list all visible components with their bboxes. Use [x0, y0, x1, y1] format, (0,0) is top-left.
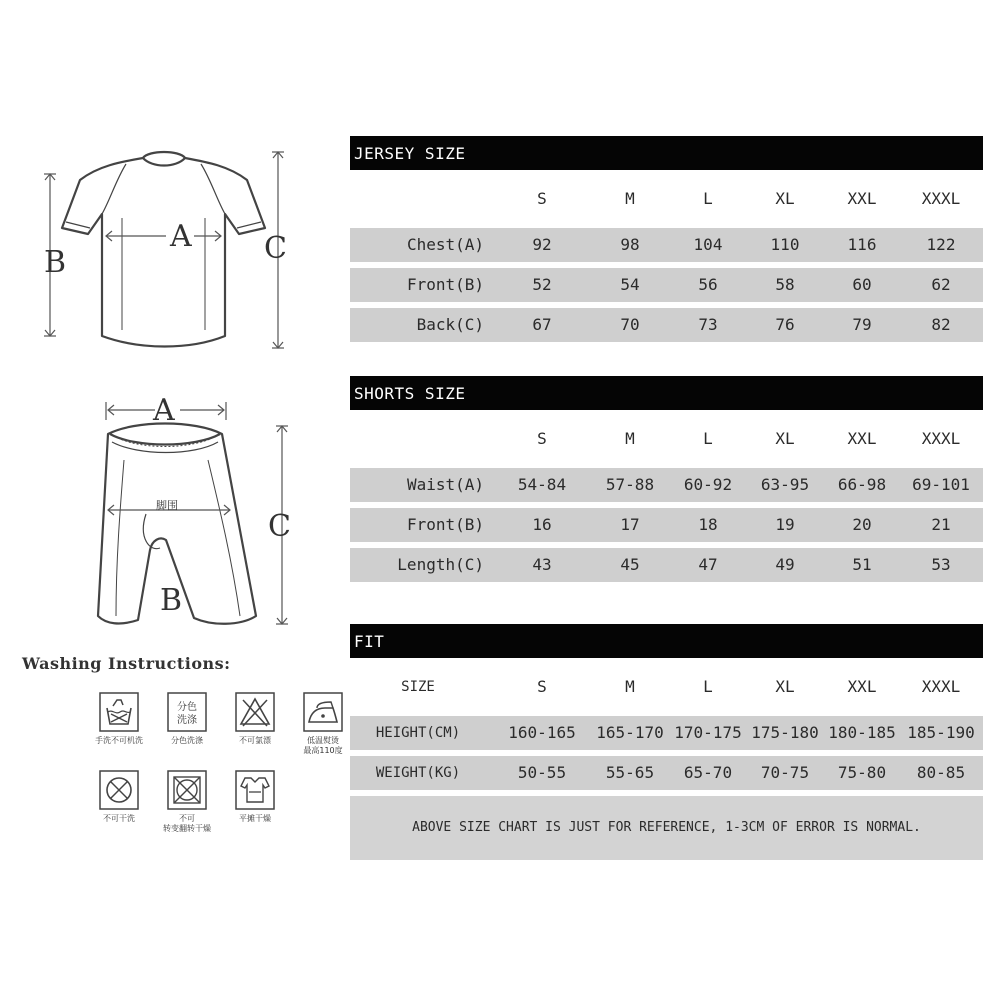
table-cell: 55-65 — [605, 763, 655, 782]
size-header: S — [537, 429, 547, 448]
size-label: SIZE — [401, 679, 435, 695]
table-cell: 104 — [693, 235, 723, 254]
table-cell: 58 — [775, 275, 795, 294]
table-cell: 53 — [931, 555, 951, 574]
wash-item — [156, 770, 218, 834]
wash-caption: 手洗不可机洗 — [95, 736, 143, 745]
no-dry-clean-icon — [99, 770, 139, 810]
table-cell: 82 — [931, 315, 951, 334]
table-cell: 57-88 — [605, 475, 655, 494]
reference-note-row — [350, 796, 983, 860]
table-cell: 51 — [852, 555, 872, 574]
table-cell: 50-55 — [517, 763, 567, 782]
table-cell: 21 — [931, 515, 951, 534]
separate-wash-text-1: 分色 — [177, 702, 197, 713]
size-header: L — [703, 429, 713, 448]
table-cell: 43 — [532, 555, 552, 574]
table-cell: 92 — [532, 235, 552, 254]
size-header: M — [625, 677, 635, 696]
separate-wash-icon — [167, 692, 207, 732]
row-label: Back(C) — [416, 315, 484, 334]
size-header: L — [703, 189, 713, 208]
jersey-label-b: B — [44, 245, 67, 280]
table-cell: 20 — [852, 515, 872, 534]
wash-caption: 最高110度 — [303, 746, 343, 755]
table-cell: 18 — [698, 515, 718, 534]
hand-wash-icon — [99, 692, 139, 732]
table-cell: 70 — [620, 315, 640, 334]
size-header: L — [703, 677, 713, 696]
jersey-label-a: A — [170, 219, 192, 254]
table-cell: 79 — [852, 315, 872, 334]
wash-caption: 不可氯漂 — [239, 736, 271, 745]
table-row — [350, 508, 983, 542]
no-bleach-icon — [235, 692, 275, 732]
wash-item — [88, 692, 150, 746]
table-cell: 47 — [698, 555, 718, 574]
size-header: M — [625, 189, 635, 208]
row-label: Front(B) — [406, 515, 484, 534]
wash-item — [224, 770, 286, 824]
table-cell: 45 — [620, 555, 640, 574]
wash-item — [156, 692, 218, 746]
table-cell: 170-175 — [674, 723, 742, 742]
table-row — [350, 468, 983, 502]
table-cell: 69-101 — [912, 475, 970, 494]
shorts-inner-label: 脚围 — [156, 499, 178, 512]
wash-caption: 不可 — [179, 814, 195, 823]
jersey-size-table — [350, 136, 983, 342]
fit-table — [350, 624, 983, 860]
size-header-row — [350, 176, 983, 222]
table-row — [350, 716, 983, 750]
table-row — [350, 268, 983, 302]
size-header-row — [350, 416, 983, 462]
shorts-size-table — [350, 376, 983, 582]
jersey-diagram — [30, 140, 310, 365]
table-cell: 60-92 — [683, 475, 733, 494]
table-cell: 67 — [532, 315, 552, 334]
wash-caption: 平摊干燥 — [239, 814, 271, 823]
table-cell: 49 — [775, 555, 795, 574]
wash-item — [224, 692, 286, 746]
jersey-label-c: C — [264, 231, 287, 266]
row-label: Chest(A) — [406, 235, 484, 254]
table-cell: 185-190 — [907, 723, 975, 742]
fit-title: FIT — [350, 624, 983, 658]
table-cell: 76 — [775, 315, 795, 334]
shorts-label-c: C — [268, 509, 291, 544]
wash-item — [88, 770, 150, 824]
row-label: HEIGHT(CM) — [375, 725, 461, 741]
table-cell: 160-165 — [508, 723, 576, 742]
row-label: Length(C) — [397, 555, 484, 574]
table-cell: 17 — [620, 515, 640, 534]
size-header: M — [625, 429, 635, 448]
size-header: XXL — [847, 677, 877, 696]
table-cell: 98 — [620, 235, 640, 254]
table-cell: 65-70 — [683, 763, 733, 782]
table-cell: 180-185 — [828, 723, 896, 742]
table-row — [350, 548, 983, 582]
shorts-diagram — [80, 390, 310, 635]
size-header: XXL — [847, 429, 877, 448]
table-cell: 66-98 — [837, 475, 887, 494]
table-row — [350, 756, 983, 790]
jersey-outline-icon — [30, 140, 310, 365]
shorts-outline-icon — [80, 390, 310, 635]
shorts-size-title: SHORTS SIZE — [350, 376, 983, 410]
wash-caption: 低温熨烫 — [307, 736, 339, 745]
table-cell: 62 — [931, 275, 951, 294]
low-iron-icon — [303, 692, 343, 732]
table-cell: 19 — [775, 515, 795, 534]
shorts-label-a: A — [153, 393, 175, 428]
size-header: XL — [775, 429, 795, 448]
no-tumble-dry-icon — [167, 770, 207, 810]
table-cell: 165-170 — [596, 723, 664, 742]
wash-caption: 转变翻转干燥 — [163, 824, 211, 833]
table-cell: 175-180 — [751, 723, 819, 742]
table-cell: 54 — [620, 275, 640, 294]
row-label: WEIGHT(KG) — [375, 765, 461, 781]
table-row — [350, 308, 983, 342]
separate-wash-text-2: 洗涤 — [177, 715, 197, 726]
size-header: XXXL — [921, 189, 961, 208]
size-header-row — [350, 664, 983, 710]
jersey-size-title: JERSEY SIZE — [350, 136, 983, 170]
table-cell: 110 — [770, 235, 800, 254]
reference-note: ABOVE SIZE CHART IS JUST FOR REFERENCE, 1-3CM OF ERROR IS NORMAL. — [412, 820, 921, 835]
table-cell: 52 — [532, 275, 552, 294]
shorts-label-b: B — [160, 583, 183, 618]
table-cell: 75-80 — [837, 763, 887, 782]
table-cell: 56 — [698, 275, 718, 294]
wash-caption: 不可干洗 — [103, 814, 135, 823]
table-cell: 80-85 — [916, 763, 966, 782]
size-header: XL — [775, 189, 795, 208]
table-cell: 122 — [926, 235, 956, 254]
washing-title: Washing Instructions: — [22, 654, 231, 673]
wash-item — [292, 692, 354, 756]
size-header: XXL — [847, 189, 877, 208]
table-cell: 70-75 — [760, 763, 810, 782]
table-cell: 54-84 — [517, 475, 567, 494]
table-cell: 63-95 — [760, 475, 810, 494]
table-cell: 60 — [852, 275, 872, 294]
table-cell: 73 — [698, 315, 718, 334]
table-cell: 116 — [847, 235, 877, 254]
size-header: XXXL — [921, 677, 961, 696]
size-header: S — [537, 189, 547, 208]
size-header: XL — [775, 677, 795, 696]
flat-dry-icon — [235, 770, 275, 810]
wash-caption: 分色洗涤 — [171, 736, 203, 745]
size-header: XXXL — [921, 429, 961, 448]
row-label: Front(B) — [406, 275, 484, 294]
size-header: S — [537, 677, 547, 696]
table-cell: 16 — [532, 515, 552, 534]
table-row — [350, 228, 983, 262]
row-label: Waist(A) — [406, 475, 484, 494]
